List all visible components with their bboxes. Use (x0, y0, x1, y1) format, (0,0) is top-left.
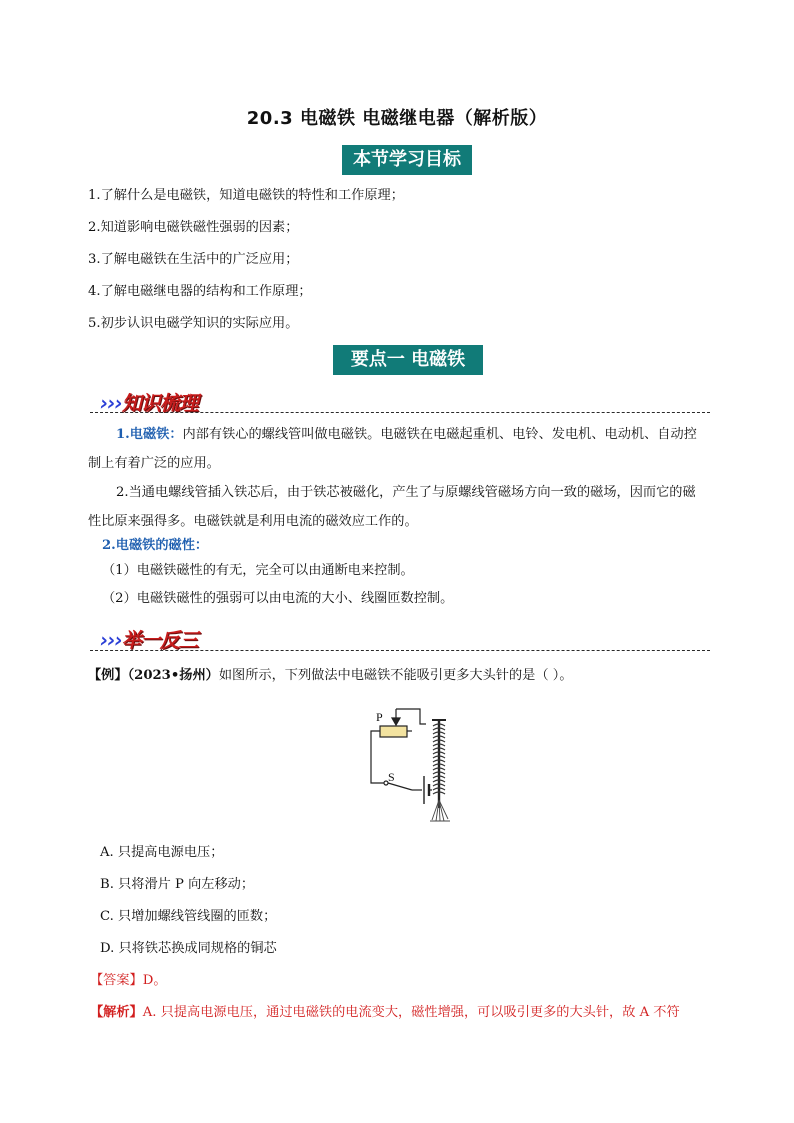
knowledge-paragraph: 2.当通电螺线管插入铁芯后，由于铁芯被磁化，产生了与原螺线管磁场方向一致的磁场，因而它的磁性比原来强得多。电磁铁就是利用电流的磁效应工作的。 (88, 485, 696, 529)
paragraph-text: 内部有铁心的螺线管叫做电磁铁。电磁铁在电磁起重机、电铃、发电机、电动机、自动控制上有着广泛的应用。 (88, 427, 697, 471)
goal-item: 5.初步认识电磁学知识的实际应用。 (88, 316, 299, 331)
goal-item: 1.了解什么是电磁铁，知道电磁铁的特性和工作原理； (88, 188, 404, 203)
divider (90, 412, 710, 413)
example-question (88, 666, 573, 686)
pins-icon (430, 800, 450, 821)
practice-tag (100, 624, 198, 653)
document-title: 20.3 电磁铁 电磁继电器（解析版） (246, 108, 548, 129)
rheostat-icon (380, 726, 407, 737)
switch-label: S (388, 770, 395, 784)
analysis (90, 1003, 680, 1023)
magnetism-item: （1）电磁铁磁性的有无，完全可以由通断电来控制。 (102, 563, 414, 578)
option-a: A. 只提高电源电压； (100, 845, 224, 860)
option-c: C. 只增加螺线管线圈的匝数； (100, 909, 277, 924)
example-label: 【例】 (88, 668, 128, 683)
goal-item: 3.了解电磁铁在生活中的广泛应用； (88, 252, 299, 267)
magnetism-heading: 2.电磁铁的磁性： (102, 538, 209, 553)
answer-label: 【答案】 (90, 973, 143, 988)
slider-label: P (376, 710, 383, 724)
magnetism-item: （2）电磁铁磁性的强弱可以由电流的大小、线圈匝数控制。 (102, 591, 454, 606)
analysis-text: A. 只提高电源电压，通过电磁铁的电流变大，磁性增强，可以吸引更多的大头针，故 A 不符 (142, 1005, 680, 1020)
practice-tag-text: 举一反三 (121, 628, 198, 652)
option-b: B. 只将滑片 P 向左移动； (100, 877, 255, 892)
example-question-text: 如图所示，下列做法中电磁铁不能吸引更多大头针的是（ ）。 (218, 668, 573, 683)
answer-text: D。 (142, 973, 167, 988)
section-banner: 要点一 电磁铁 (333, 345, 483, 375)
triple-chevron-icon: ››› (100, 628, 122, 652)
triple-chevron-icon: ››› (100, 391, 122, 415)
example-source: （2023•扬州） (127, 668, 219, 683)
knowledge-tag-text: 知识梳理 (121, 391, 198, 415)
goals-banner: 本节学习目标 (342, 145, 472, 175)
analysis-label: 【解析】 (90, 1005, 143, 1020)
knowledge-paragraph (88, 420, 708, 478)
goal-item: 2.知道影响电磁铁磁性强弱的因素； (88, 220, 299, 235)
paragraph-lead: 1.电磁铁： (116, 427, 183, 442)
goal-item: 4.了解电磁继电器的结构和工作原理； (88, 284, 312, 299)
option-d: D. 只将铁芯换成同规格的铜芯 (100, 941, 277, 956)
divider (90, 650, 710, 651)
answer (90, 971, 167, 991)
